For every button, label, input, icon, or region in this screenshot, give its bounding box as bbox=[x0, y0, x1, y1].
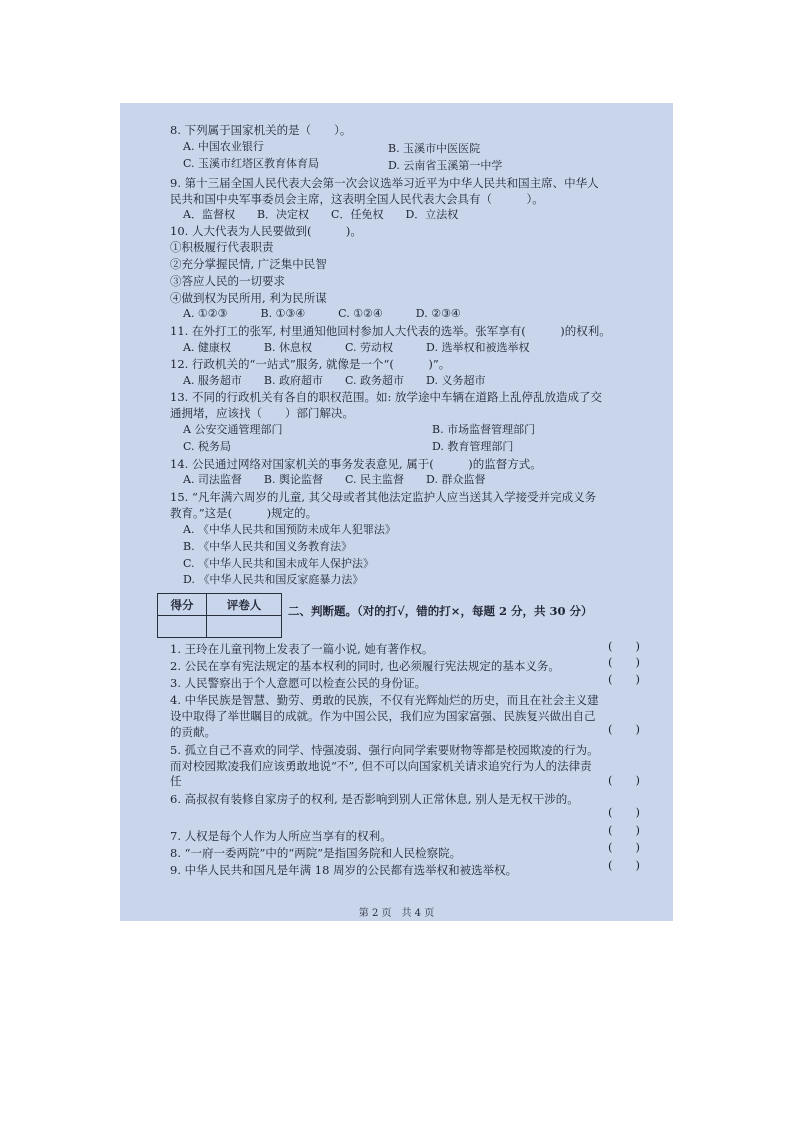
judge-1: 1. 王玲在儿童刊物上发表了一篇小说, 她有著作权。 bbox=[170, 642, 434, 656]
judge-4-line2: 设中取得了举世瞩目的成就。作为中国公民，我们应为国家富强、民族复兴做出自己 bbox=[170, 709, 596, 723]
q13-option-a: A 公安交通管理部门 bbox=[183, 423, 283, 436]
judge-9-answer-blank[interactable]: ( ) bbox=[608, 858, 640, 872]
section2-heading: 二、判断题。（对的打√，错的打×，每题 2 分，共 30 分） bbox=[288, 604, 593, 618]
q11-options: A. 健康权 B. 休息权 C. 劳动权 D. 选举权和被选举权 bbox=[183, 341, 530, 354]
judge-4-line3: 的贡献。 bbox=[170, 725, 216, 739]
judge-3: 3. 人民警察出于个人意愿可以检查公民的身份证。 bbox=[170, 676, 427, 690]
exam-page bbox=[120, 103, 673, 921]
grader-cell[interactable] bbox=[207, 616, 282, 638]
q10-item-1: ①积极履行代表职责 bbox=[170, 240, 274, 254]
q15-option-a: A. 《中华人民共和国预防未成年人犯罪法》 bbox=[183, 523, 396, 536]
judge-6-answer-blank[interactable]: ( ) bbox=[608, 805, 640, 819]
q14-options: A. 司法监督 B. 舆论监督 C. 民主监督 D. 群众监督 bbox=[183, 473, 486, 486]
q9-options: A．监督权 B．决定权 C．任免权 D．立法权 bbox=[183, 208, 459, 221]
score-label: 得分 bbox=[158, 594, 207, 616]
judge-2-answer-blank[interactable]: ( ) bbox=[608, 655, 640, 669]
judge-4-line1: 4. 中华民族是智慧、勤劳、勇敢的民族，不仅有光辉灿烂的历史，而且在社会主义建 bbox=[170, 693, 599, 707]
q10-item-4: ④做到权为民所用, 利为民所谋 bbox=[170, 291, 327, 305]
grader-label: 评卷人 bbox=[207, 594, 282, 616]
judge-4-answer-blank[interactable]: ( ) bbox=[608, 722, 640, 736]
q12-stem: 12. 行政机关的“一站式”服务, 就像是一个“( )”。 bbox=[170, 357, 451, 371]
q10-item-3: ③答应人民的一切要求 bbox=[170, 274, 285, 288]
q10-options: A. ①②③ B. ①③④ C. ①②④ D. ②③④ bbox=[183, 307, 461, 320]
score-table bbox=[157, 593, 282, 638]
q15-option-c: C. 《中华人民共和国未成年人保护法》 bbox=[183, 557, 375, 570]
q9-stem-line2: 民共和国中央军事委员会主席，这表明全国人民代表大会具有（ ）。 bbox=[170, 192, 544, 206]
q13-option-c: C. 税务局 bbox=[183, 440, 232, 453]
judge-5-line3: 任 bbox=[170, 774, 182, 788]
score-cell[interactable] bbox=[158, 616, 207, 638]
judge-5-line2: 而对校园欺凌我们应该勇敢地说“不”, 但不可以向国家机关请求追究行为人的法律责 bbox=[170, 759, 592, 773]
q14-stem: 14. 公民通过网络对国家机关的事务发表意见, 属于( )的监督方式。 bbox=[170, 457, 542, 471]
q15-option-b: B. 《中华人民共和国义务教育法》 bbox=[183, 540, 353, 553]
q10-item-2: ②充分掌握民情, 广泛集中民智 bbox=[170, 257, 327, 271]
q8-option-a: A. 中国农业银行 bbox=[183, 140, 264, 153]
judge-8-answer-blank[interactable]: ( ) bbox=[608, 840, 640, 854]
judge-2: 2. 公民在享有宪法规定的基本权利的同时, 也必须履行宪法规定的基本义务。 bbox=[170, 659, 560, 673]
q8-stem: 8. 下列属于国家机关的是（ ）。 bbox=[170, 123, 352, 137]
judge-8: 8. “一府一委两院”中的“两院”是指国务院和人民检察院。 bbox=[170, 846, 462, 860]
q13-option-b: B. 市场监督管理部门 bbox=[432, 423, 536, 436]
q15-stem-line1: 15. “凡年满六周岁的儿童, 其父母或者其他法定监护人应当送其入学接受并完成义务 bbox=[170, 490, 597, 504]
judge-1-answer-blank[interactable]: ( ) bbox=[608, 639, 640, 653]
judge-7: 7. 人权是每个人作为人所应当享有的权利。 bbox=[170, 829, 392, 843]
q8-option-c: C. 玉溪市红塔区教育体育局 bbox=[183, 157, 320, 170]
q15-stem-line2: 教育。”这是( )规定的。 bbox=[170, 506, 318, 520]
q13-stem-line2: 通拥堵，应该找（ ）部门解决。 bbox=[170, 406, 354, 420]
q9-stem-line1: 9. 第十三届全国人民代表大会第一次会议选举习近平为中华人民共和国主席、中华人 bbox=[170, 176, 599, 190]
page-footer: 第 2 页 共 4 页 bbox=[358, 908, 435, 919]
judge-6: 6. 高叔叔有装修自家房子的权利, 是否影响到别人正常休息, 别人是无权干涉的。 bbox=[170, 792, 579, 806]
judge-5-answer-blank[interactable]: ( ) bbox=[608, 773, 640, 787]
q12-options: A. 服务超市 B. 政府超市 C. 政务超市 D. 义务超市 bbox=[183, 374, 486, 387]
judge-7-answer-blank[interactable]: ( ) bbox=[608, 823, 640, 837]
q8-option-d: D. 云南省玉溪第一中学 bbox=[388, 159, 503, 172]
q15-option-d: D. 《中华人民共和国反家庭暴力法》 bbox=[183, 573, 364, 586]
q13-option-d: D. 教育管理部门 bbox=[432, 440, 514, 453]
q10-stem: 10. 人大代表为人民要做到( )。 bbox=[170, 224, 362, 238]
q13-stem-line1: 13. 不同的行政机关有各自的职权范围。如: 放学途中车辆在道路上乱停乱放造成了交 bbox=[170, 390, 602, 404]
judge-3-answer-blank[interactable]: ( ) bbox=[608, 672, 640, 686]
judge-5-line1: 5. 孤立自己不喜欢的同学、恃强凌弱、强行向同学索要财物等都是校园欺凌的行为。 bbox=[170, 743, 599, 757]
q11-stem: 11. 在外打工的张军, 村里通知他回村参加人大代表的选举。张军享有( )的权利。 bbox=[170, 324, 611, 338]
judge-9: 9. 中华人民共和国凡是年满 18 周岁的公民都有选举权和被选举权。 bbox=[170, 863, 518, 877]
q8-option-b: B. 玉溪市中医医院 bbox=[388, 142, 481, 155]
